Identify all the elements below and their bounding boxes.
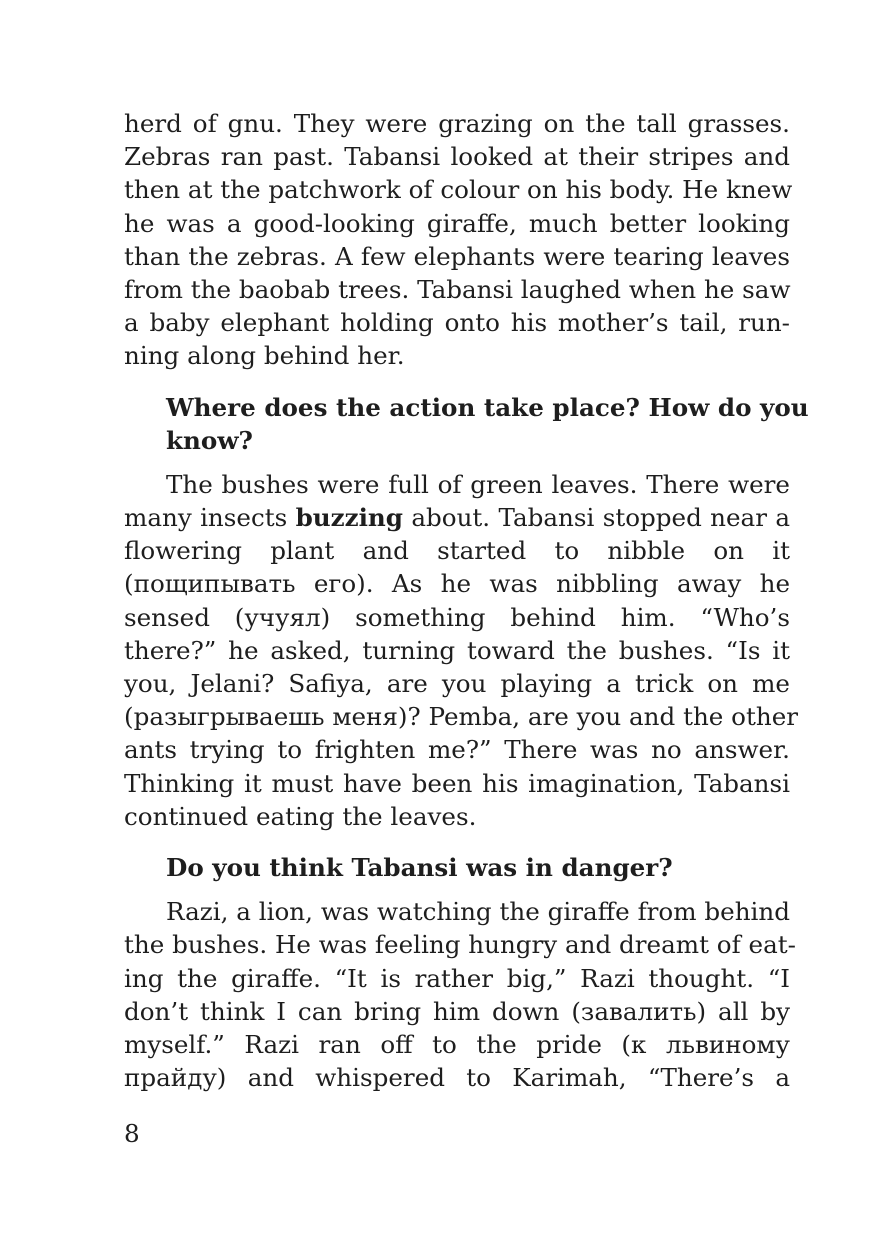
- text-line: herd of gnu. They were grazing on the tall grasses.: [124, 109, 790, 138]
- text-line: don’t think I can bring him down (завалить) all by: [124, 996, 790, 1026]
- text-line: The bushes were full of green leaves. There were: [166, 469, 790, 499]
- book-page-text: [124, 107, 809, 1094]
- text-line: than the zebras. A few elephants were tearing leaves: [124, 241, 790, 271]
- text-line: Zebras ran past. Tabansi looked at their stripes and: [124, 142, 790, 172]
- text-line: Razi, a lion, was watching the giraffe from behind: [166, 897, 790, 927]
- text-line: the bushes. He was feeling hungry and dreamt of eat-: [124, 930, 796, 960]
- text-line: sensed (учуял) something behind him. “Who’s: [124, 602, 790, 632]
- text-line: flowering plant and started to nibble on it: [124, 536, 790, 566]
- bold-word: buzzing: [295, 503, 404, 533]
- question-2: [124, 851, 790, 884]
- text-line: continued eating the leaves.: [124, 801, 477, 831]
- paragraph-1: [124, 107, 793, 373]
- text-line: [124, 501, 790, 534]
- paragraph-3: [124, 895, 796, 1094]
- question-line: Do you think Tabansi was in danger?: [166, 852, 673, 882]
- text-line: from the baobab trees. Tabansi laughed when he saw: [124, 274, 791, 304]
- text-line: myself.” Razi ran off to the pride (к львиному: [124, 1029, 790, 1059]
- text-line: ning along behind her.: [124, 341, 405, 371]
- text-line: ing the giraffe. “It is rather big,” Razi thought. “I: [124, 963, 790, 993]
- text-line: прайду) and whispered to Karimah, “There’s a: [124, 1063, 790, 1093]
- text-line: ants trying to frighten me?” There was no answer.: [124, 735, 790, 765]
- question-line: know?: [166, 425, 253, 455]
- text-line: there?” he asked, turning toward the bushes. “Is it: [124, 635, 790, 665]
- text-segment: many insects: [124, 503, 296, 533]
- text-line: a baby elephant holding onto his mother’s tail, run-: [124, 308, 790, 338]
- text-line: he was a good-looking giraffe, much better looking: [124, 208, 790, 238]
- text-line: Thinking it must have been his imagination, Tabansi: [124, 768, 790, 798]
- paragraph-2: [124, 468, 799, 833]
- text-line: (пощипывать его). As he was nibbling away he: [124, 569, 790, 599]
- text-segment: about. Tabansi stopped near a: [403, 503, 790, 533]
- question-1: [124, 391, 809, 457]
- text-line: (разыгрываешь меня)? Pemba, are you and the other: [124, 702, 799, 732]
- question-line: Where does the action take place? How do you: [166, 392, 809, 422]
- text-line: you, Jelani? Safiya, are you playing a trick on me: [124, 669, 790, 698]
- text-line: then at the patchwork of colour on his body. He knew: [124, 175, 793, 205]
- page-number: 8: [124, 1119, 140, 1148]
